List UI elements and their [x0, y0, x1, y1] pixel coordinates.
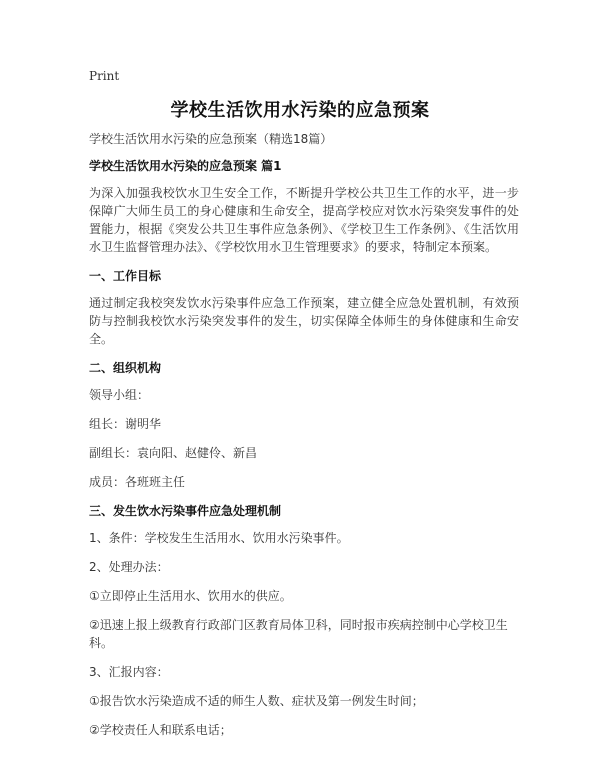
- heading-organization: 二、组织机构: [89, 361, 162, 375]
- method-step-1: ①立即停止生活用水、饮用水的供应。: [89, 589, 292, 603]
- report-item-2: ②学校责任人和联系电话；: [89, 723, 232, 737]
- method-step-2: ②迅速上报上级教育行政部门区教育局体卫科，同时报市疾病控制中心学校卫生科。: [89, 618, 508, 650]
- mechanism-method: 2、处理办法：: [89, 560, 169, 574]
- mechanism-condition: 1、条件：学校发生生活用水、饮用水污染事件。: [89, 531, 349, 545]
- heading-mechanism: 三、发生饮水污染事件应急处理机制: [89, 504, 282, 518]
- org-members: 成员：各班班主任: [89, 475, 186, 489]
- document-body: [89, 130, 519, 750]
- org-leader: 组长：谢明华: [89, 417, 162, 431]
- heading-work-goal: 一、工作目标: [89, 269, 162, 283]
- org-group: 领导小组：: [89, 388, 150, 402]
- document-subtitle: 学校生活饮用水污染的应急预案（精选18篇）: [89, 132, 333, 146]
- page-title: 学校生活饮用水污染的应急预案: [170, 100, 430, 121]
- print-link[interactable]: Print: [89, 69, 120, 83]
- org-deputy: 副组长：袁向阳、赵健伶、新昌: [89, 446, 258, 460]
- report-item-1: ①报告饮水污染造成不适的师生人数、症状及第一例发生时间；: [89, 694, 424, 708]
- intro-paragraph: 为深入加强我校饮水卫生安全工作，不断提升学校公共卫生工作的水平，进一步保障广大师生员工的身心健康和生命安全，提高学校应对饮水污染突发事件的处置能力，根据《突发公共卫生事件应急条例》、《学校卫生工作条例》、《生活饮用水卫生监督管理办法》、《学校饮用水卫生管理要求》的要求，特制定本预案。: [89, 186, 519, 254]
- section-heading: 学校生活饮用水污染的应急预案 篇1: [89, 159, 282, 173]
- report-content: 3、汇报内容：: [89, 665, 169, 679]
- goal-paragraph: 通过制定我校突发饮水污染事件应急工作预案，建立健全应急处置机制，有效预防与控制我校饮水污染突发事件的发生，切实保障全体师生的身体健康和生命安全。: [89, 296, 519, 346]
